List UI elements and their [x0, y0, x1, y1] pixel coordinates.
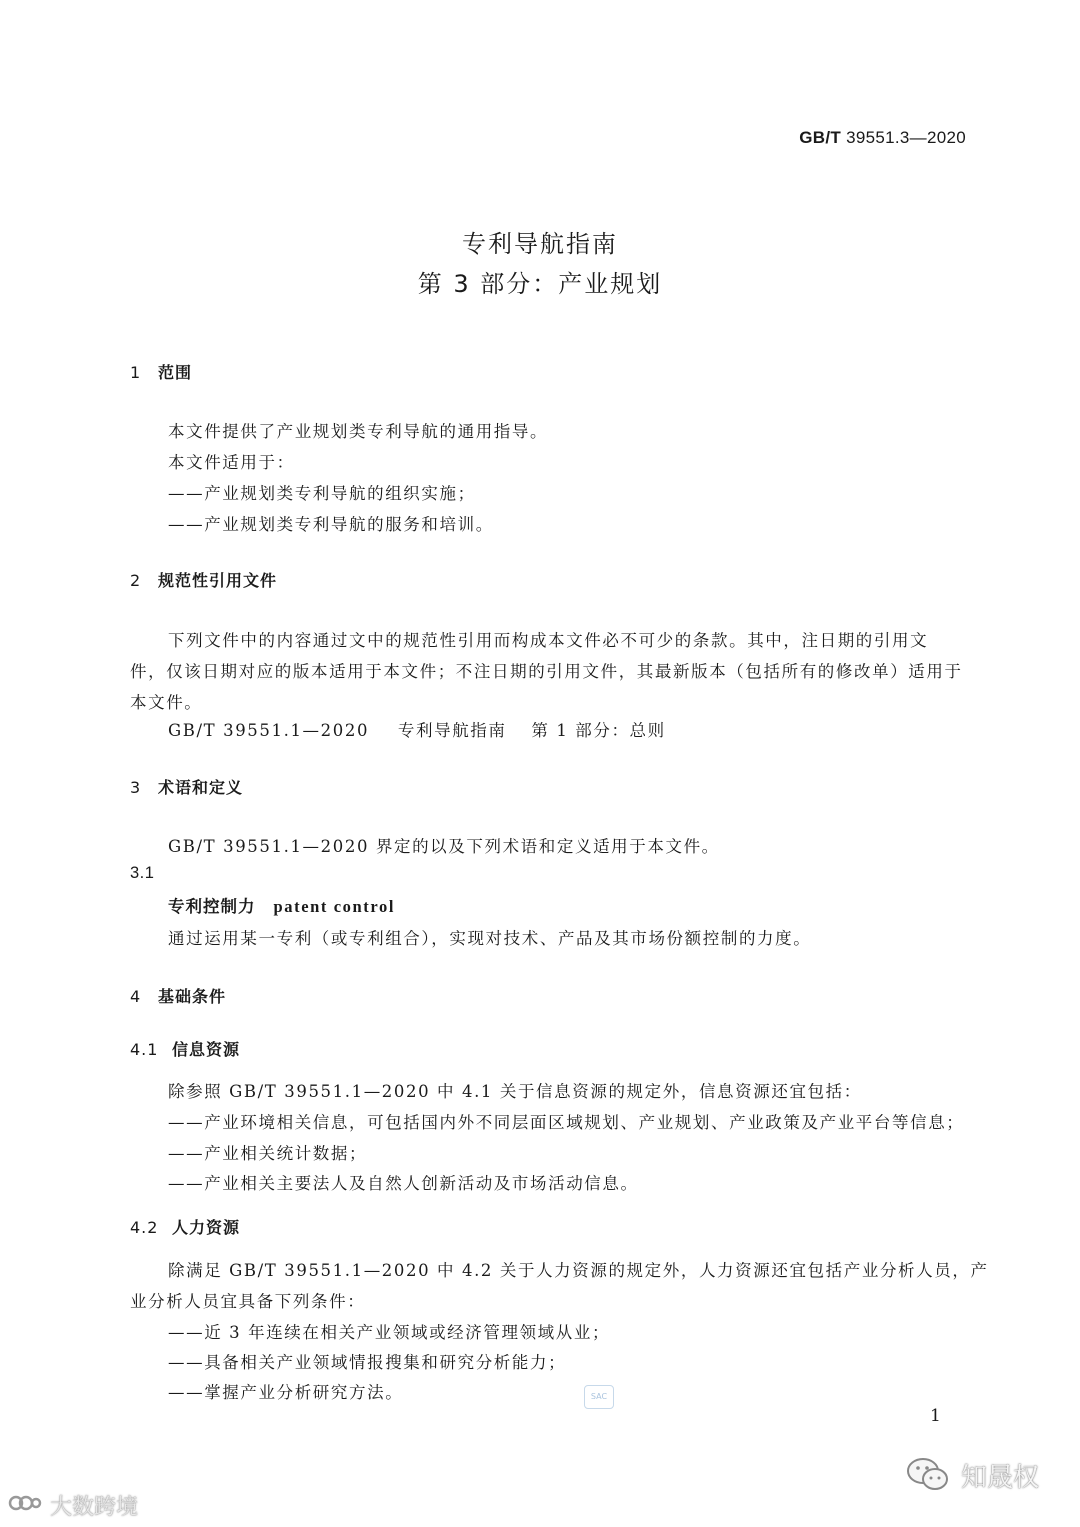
standard-number	[799, 128, 966, 148]
subsection-title: 信息资源	[172, 1040, 241, 1059]
list-item: ——产业规划类专利导航的服务和培训。	[168, 515, 494, 534]
paragraph: 本文件提供了产业规划类专利导航的通用指导。	[168, 422, 549, 441]
section-heading	[130, 360, 192, 383]
paragraph: 件，仅该日期对应的版本适用于本文件；不注日期的引用文件，其最新版本（包括所有的修改单）适用于	[130, 662, 963, 681]
reference-code: GB/T 39551.1—2020	[168, 721, 370, 740]
list-item: ——掌握产业分析研究方法。	[168, 1383, 404, 1402]
subsection-number: 4.2	[130, 1218, 159, 1237]
standard-prefix: GB/T	[799, 128, 842, 147]
section-heading	[130, 775, 243, 798]
section-title: 规范性引用文件	[158, 571, 278, 590]
watermark-right	[905, 1455, 1039, 1495]
section-title: 范围	[158, 363, 193, 382]
term-chinese: 专利控制力	[168, 897, 256, 916]
reference-title: 专利导航指南	[397, 721, 507, 740]
term-definition: 通过运用某一专利（或专利组合），实现对技术、产品及其市场份额控制的力度。	[168, 929, 812, 948]
section-number: 2	[130, 571, 142, 590]
subsection-title: 人力资源	[172, 1218, 241, 1237]
watermark-left	[8, 1490, 138, 1521]
document-title: 专利导航指南	[462, 230, 618, 258]
paragraph: 本文件。	[130, 693, 203, 712]
paragraph: 业分析人员宜具备下列条件：	[130, 1292, 366, 1311]
paragraph: 除参照 GB/T 39551.1—2020 中 4.1 关于信息资源的规定外，信息资源还宜包括：	[168, 1082, 862, 1101]
term-entry	[168, 893, 395, 917]
list-item: ——产业相关主要法人及自然人创新活动及市场活动信息。	[168, 1174, 639, 1193]
page-number: 1	[930, 1406, 941, 1426]
watermark-right-text: 知晟权	[961, 1462, 1040, 1493]
subsection-heading	[130, 1037, 240, 1060]
watermark-left-text: 大数跨境	[50, 1495, 139, 1520]
normative-reference	[168, 717, 666, 741]
list-item: ——具备相关产业领域情报搜集和研究分析能力；	[168, 1353, 567, 1372]
document-subtitle: 第 3 部分：产业规划	[417, 270, 663, 298]
section-number: 3	[130, 778, 142, 797]
section-number: 4	[130, 987, 142, 1006]
paragraph: 下列文件中的内容通过文中的规范性引用而构成本文件必不可少的条款。其中，注日期的引用文	[168, 631, 929, 650]
term-number: 3.1	[130, 864, 155, 882]
paragraph: GB/T 39551.1—2020 界定的以及下列术语和定义适用于本文件。	[168, 837, 720, 856]
subsection-heading	[130, 1215, 240, 1238]
list-item: ——近 3 年连续在相关产业领域或经济管理领域从业；	[168, 1323, 611, 1342]
list-item: ——产业环境相关信息，可包括国内外不同层面区域规划、产业规划、产业政策及产业平台等信息；	[168, 1113, 965, 1132]
term-english: patent control	[273, 897, 396, 916]
paragraph: 本文件适用于：	[168, 453, 295, 472]
section-title: 术语和定义	[158, 778, 244, 797]
section-number: 1	[130, 363, 142, 382]
paragraph: 除满足 GB/T 39551.1—2020 中 4.2 关于人力资源的规定外，人力资源还宜包括产业分析人员，产	[168, 1261, 989, 1280]
section-title: 基础条件	[158, 987, 227, 1006]
list-item: ——产业相关统计数据；	[168, 1144, 368, 1163]
reference-part: 第 1 部分：总则	[531, 721, 666, 740]
sac-stamp-icon: SAC	[584, 1385, 614, 1409]
chain-logo-icon	[8, 1492, 42, 1519]
standard-code: 39551.3—2020	[846, 128, 966, 147]
wechat-icon	[905, 1455, 951, 1495]
list-item: ——产业规划类专利导航的组织实施；	[168, 484, 476, 503]
subsection-number: 4.1	[130, 1040, 159, 1059]
section-heading	[130, 984, 226, 1007]
section-heading	[130, 568, 277, 591]
